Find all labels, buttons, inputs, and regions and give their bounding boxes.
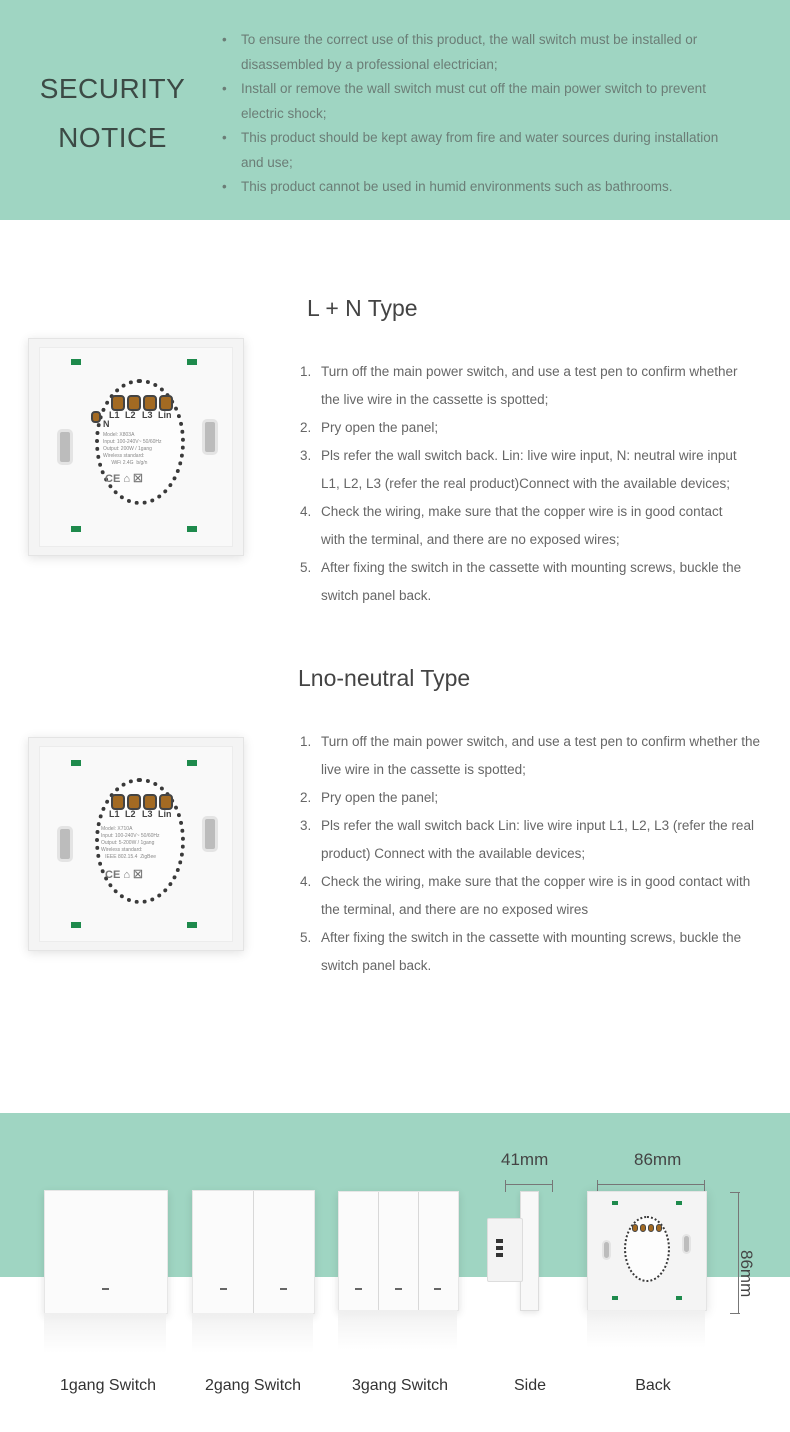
- notice-item: • This product cannot be used in humid environments such as bathrooms.: [222, 175, 742, 200]
- gang-divider: [253, 1191, 254, 1313]
- step-item: [300, 414, 750, 442]
- caption-back: Back: [635, 1377, 671, 1394]
- step-text: After fixing the switch in the cassette with mounting screws, buckle the switch panel back.: [321, 930, 742, 973]
- terminal-l1: [111, 794, 125, 810]
- indicator-led: [395, 1288, 402, 1290]
- mounting-clip: [187, 922, 197, 928]
- reflection: [338, 1310, 457, 1350]
- switch-side-view-module: [487, 1218, 523, 1282]
- step-item: [300, 924, 760, 980]
- step-number: 4.: [300, 874, 312, 889]
- notice-item: • To ensure the correct use of this product, the wall switch must be installed or disassembled by a professional electrician;: [222, 28, 742, 77]
- terminal: [656, 1224, 662, 1232]
- ln-type-steps: [300, 358, 750, 610]
- terminal: [632, 1224, 638, 1232]
- screw-slot: [57, 429, 73, 465]
- step-number: 5.: [300, 560, 312, 575]
- step-text: Pry open the panel;: [321, 420, 439, 435]
- certification-marks: CE ⌂ ☒: [105, 869, 143, 881]
- step-number: 3.: [300, 818, 312, 833]
- caption-2gang: 2gang Switch: [204, 1377, 302, 1394]
- terminal-l1: [111, 395, 125, 411]
- mounting-clip: [676, 1296, 682, 1300]
- no-neutral-switch-back-image: [28, 737, 244, 951]
- mounting-clip: [187, 526, 197, 532]
- label-l1: L1: [109, 809, 120, 819]
- step-text: Turn off the main power switch, and use a test pen to confirm whether the live wire in the cassette is spotted;: [321, 364, 738, 407]
- step-text: Turn off the main power switch, and use a test pen to confirm whether the live wire in the cassette is spotted;: [321, 734, 760, 777]
- switch-2gang-image: [192, 1190, 315, 1314]
- label-l3: L3: [142, 410, 153, 420]
- reflection: [44, 1313, 166, 1353]
- indicator-led: [280, 1288, 287, 1290]
- terminal-l2: [127, 395, 141, 411]
- screw-slot: [57, 826, 73, 862]
- back-width-label: 86mm: [634, 1150, 682, 1169]
- security-notice-banner: [0, 0, 790, 220]
- notice-item: • Install or remove the wall switch must cut off the main power switch to prevent electric shock;: [222, 77, 742, 126]
- notice-title-line2: NOTICE: [58, 122, 167, 153]
- terminal-l2: [127, 794, 141, 810]
- step-text: Pls refer the wall switch back Lin: live wire input L1, L2, L3 (refer the real product) Connect with the available devices;: [321, 818, 754, 861]
- terminal-n: [91, 411, 101, 423]
- screw-slot: [202, 816, 218, 852]
- terminal-lin: [159, 395, 173, 411]
- step-number: 5.: [300, 930, 312, 945]
- step-number: 2.: [300, 420, 312, 435]
- mounting-clip: [71, 922, 81, 928]
- step-text: Check the wiring, make sure that the copper wire is in good contact with the terminal, and there are no exposed wires;: [321, 504, 723, 547]
- side-depth-label: 41mm: [501, 1150, 549, 1169]
- screw-slot: [202, 419, 218, 455]
- mounting-clip: [71, 760, 81, 766]
- indicator-led: [220, 1288, 227, 1290]
- mounting-clip: [71, 526, 81, 532]
- side-vent: [496, 1246, 503, 1250]
- dimension-line-side: [505, 1184, 553, 1185]
- dimension-tick: [552, 1180, 553, 1192]
- notice-list: [222, 28, 742, 200]
- mounting-clip: [676, 1201, 682, 1205]
- indicator-led: [102, 1288, 109, 1290]
- side-vent: [496, 1253, 503, 1257]
- mounting-clip: [612, 1201, 618, 1205]
- reflection: [192, 1313, 313, 1353]
- notice-item: • This product should be kept away from fire and water sources during installation and use;: [222, 126, 742, 175]
- step-text: After fixing the switch in the cassette with mounting screws, buckle the switch panel back.: [321, 560, 742, 603]
- step-item: [300, 812, 760, 868]
- mounting-clip: [71, 359, 81, 365]
- gang-divider: [418, 1192, 419, 1310]
- step-item: [300, 358, 750, 414]
- step-text: Check the wiring, make sure that the copper wire is in good contact with the terminal, and there are no exposed wires: [321, 874, 751, 917]
- notice-title-line1: SECURITY: [39, 73, 186, 104]
- switch-back-view-image: [587, 1191, 707, 1311]
- reflection: [587, 1310, 705, 1348]
- label-lin: Lin: [158, 809, 172, 819]
- back-height-label: 86mm: [737, 1250, 756, 1298]
- step-number: 1.: [300, 734, 312, 749]
- dimension-tick: [505, 1180, 506, 1192]
- label-l2: L2: [125, 410, 136, 420]
- terminal: [640, 1224, 646, 1232]
- step-item: [300, 868, 760, 924]
- switch-1gang-image: [44, 1190, 168, 1314]
- notice-title: [30, 64, 195, 162]
- step-number: 1.: [300, 364, 312, 379]
- label-l3: L3: [142, 809, 153, 819]
- label-l1: L1: [109, 410, 120, 420]
- terminal: [648, 1224, 654, 1232]
- screw-slot: [602, 1240, 611, 1260]
- caption-side: Side: [513, 1377, 547, 1394]
- step-item: [300, 728, 760, 784]
- terminal-lin: [159, 794, 173, 810]
- indicator-led: [355, 1288, 362, 1290]
- label-n: N: [103, 419, 110, 429]
- caption-3gang: 3gang Switch: [351, 1377, 449, 1394]
- terminal-l3: [143, 794, 157, 810]
- module-spec-text: Model: X710A Input: 100-240V~ 50/60Hz Output: 5-200W / 1gang Wireless standard: IEEE 802.15.4 ZigBee: [101, 826, 160, 860]
- no-neutral-type-title: Lno-neutral Type: [298, 665, 471, 691]
- step-number: 4.: [300, 504, 312, 519]
- step-number: 2.: [300, 790, 312, 805]
- label-lin: Lin: [158, 410, 172, 420]
- ln-switch-back-image: [28, 338, 244, 556]
- no-neutral-type-steps: [300, 728, 760, 980]
- mounting-clip: [187, 359, 197, 365]
- step-item: [300, 442, 750, 498]
- step-item: [300, 554, 750, 610]
- terminal-l3: [143, 395, 157, 411]
- label-l2: L2: [125, 809, 136, 819]
- side-vent: [496, 1239, 503, 1243]
- switch-3gang-image: [338, 1191, 459, 1311]
- screw-slot: [682, 1234, 691, 1254]
- ln-type-title: L + N Type: [307, 295, 418, 321]
- switch-module: [624, 1216, 670, 1282]
- indicator-led: [434, 1288, 441, 1290]
- gang-divider: [378, 1192, 379, 1310]
- dimension-tick: [730, 1313, 740, 1314]
- step-text: Pls refer the wall switch back. Lin: live wire input, N: neutral wire input L1, L2, L3 (refer the real product)Connect with the available devices;: [321, 448, 737, 491]
- step-item: [300, 498, 750, 554]
- caption-1gang: 1gang Switch: [59, 1377, 157, 1394]
- mounting-clip: [612, 1296, 618, 1300]
- step-text: Pry open the panel;: [321, 790, 439, 805]
- mounting-clip: [187, 760, 197, 766]
- module-spec-text: Model: X803A Input: 100-240V~ 50/60Hz Output: 200W / 1gang Wireless standard: WiFi 2.4G b/g/n: [103, 432, 162, 466]
- step-number: 3.: [300, 448, 312, 463]
- dimension-line-back-width: [597, 1184, 705, 1185]
- step-item: [300, 784, 760, 812]
- certification-marks: CE ⌂ ☒: [105, 473, 143, 485]
